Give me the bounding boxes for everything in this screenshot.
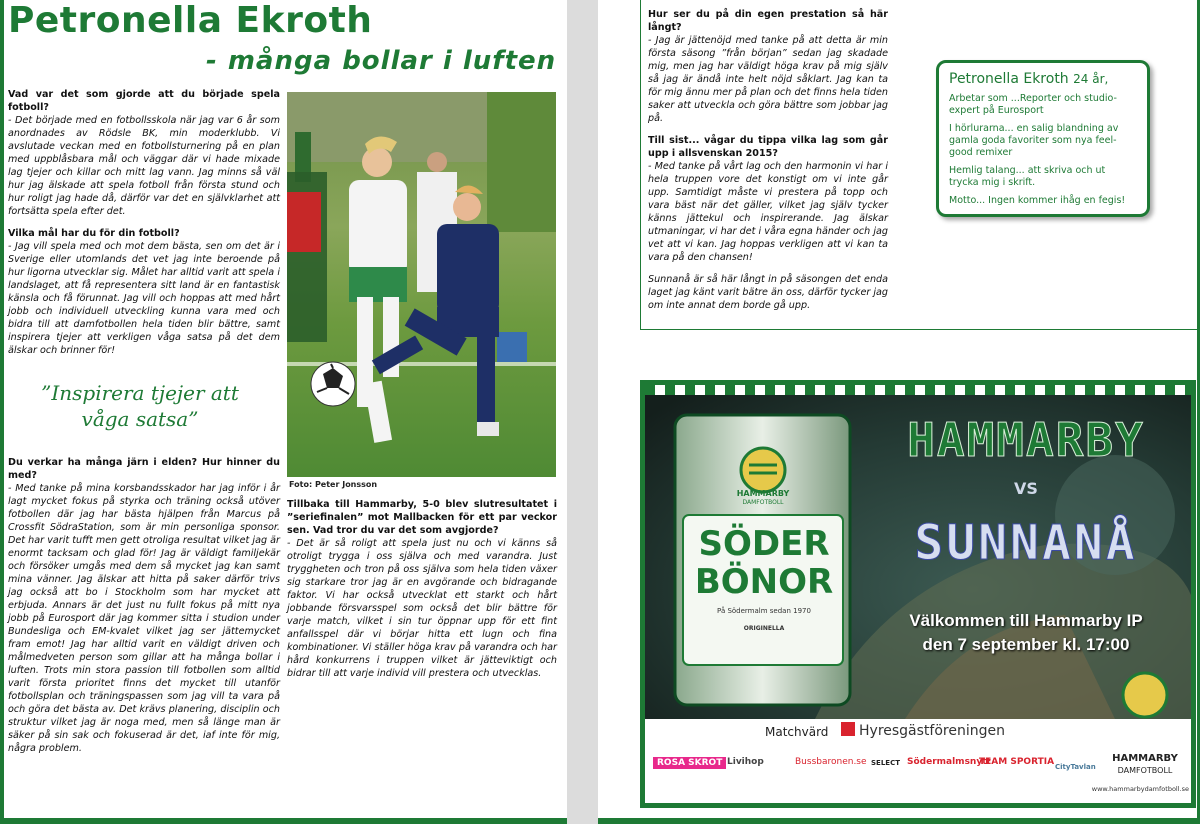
left-bottom-text [8,456,280,755]
hammarby-crest-icon [741,448,785,492]
answer: Sunnanå är så här långt in på säsongen det enda laget jag känt varit bätre än oss, därför tycker jag om inte annat dem borde gå upp. [648,274,888,311]
answer: - Jag är jättenöjd med tanke på att detta är min första säsong ”från början” sedan jag skadade mig, men jag har väldigt höga krav på mig själv så jag är ändå inte helt nöjd såklart. Jag kan ta för mig ännu mer på plan och det finns hela tiden saker att utveckla och göra bättre som jobbar jag på. [648,35,888,124]
hammarby-logo-name: HAMMARBY [1112,753,1178,764]
ad-welcome: Välkommen till Hammarby IP [909,611,1143,630]
can-top-label: HAMMARBY [736,489,790,498]
factbox-age: 24 år, [1073,72,1109,86]
matchhost-label: Matchvärd [765,725,829,739]
ad-team-home: HAMMARBY [907,413,1145,467]
pull-quote: ”Inspirera tjejer att våga satsa” [41,381,239,431]
players-illustration [287,92,556,477]
ad-date: den 7 september kl. 17:00 [922,635,1130,654]
question: Vilka mål har du för din fotboll? [8,228,180,239]
matchhost-name: Hyresgästföreningen [859,723,1005,739]
factbox-talent: Hemlig talang... att skriva och ut trycka mig i skrift. [949,165,1106,188]
sponsor-citytavlan: CityTavlan [1055,763,1096,771]
answer: - Med tanke på mina korsbandsskador har jag inför i år lagt mycket fokus på styrka och träning också utöver fotbollen där jag har bästa hjälpen från Marcus på Crossfit SödraStation, som är min personliga sponsor. Det har varit tufft men gett otroliga resultat vilket jag är enormt tacksam och glad för! Jag är väldigt familjekär och försöker umgås med dem så mycket jag kan samt mina vänner. Jag älskar att hitta på saker därför trivs jag också att bo i Stockholm som har mycket att erbjuda. Annars är det just nu fullt fokus på mitt nya jobb på Eurosport där jag kommer sitta i studion under Bundesliga och EM-kvalet vilket jag ser jättemycket fram emot! Jag har alltid varit en väldigt driven och målmedveten person som gillar att ha många bollar i luften. Trots min stora passion till fotbollen som alltid varit första prioritet finns det mycket till utanför fotbollsplan och träningspassen som jag vill ta vara på och göra det bästa av. Det krävs planering, disciplin och struktur vilket jag är noga med, men så länge man är säker på sin sak och fokuserad är det, iaf inte för mig, några problem. [8,483,280,754]
sponsor-livihop: Livihop [727,757,764,767]
photo-caption: Foto: Peter Jonsson [289,480,378,489]
left-page [0,0,568,824]
answer: - Med tanke på vårt lag och den harmonin vi har i hela truppen vore det konstigt om vi inte går upp. Samtidigt måste vi prestera på topp och vara bäst när det gäller, vilket jag själv tycker känns jättekul och inspirerande. Jag älskar utmaningar, vi har det i våra egna händer och jag vet att vi kan. Jag hoppas verkligen att vi kan ta vara på den chansen! [648,161,888,263]
sponsor-select: SELECT [871,759,900,767]
football-photo [287,92,556,477]
answer: - Det började med en fotbollsskola när jag var 6 år som anordnades av Rödsle BK, min moderklubb. Vi avslutade veckan med en fotbollsturnering på en plan med uppblåsbara mål och väggar där vi hade mixade lag tjejer och killar och mitt lag vann. Jag minns så väl hur jag älskade att spela fotboll från första stund och hur roligt jag hade då, därför var det en självklarhet att fortsätta spela efter det. [8,115,280,217]
page-bottom-bar [0,818,567,824]
question: Vad var det som gjorde att du började spela fotboll? [8,89,280,113]
sponsor-sodermalmsnytt: Södermalmsnytt [907,757,991,767]
can-tagline: På Södermalm sedan 1970 [717,607,811,615]
factbox-motto: Motto... Ingen kommer ihåg en fegis! [949,195,1126,206]
can-sub-label: DAMFOTBOLL [742,499,784,506]
ad-team-away: SUNNANÅ [914,515,1138,571]
middle-bottom-text [287,498,557,680]
hammarby-logo-icon [1123,673,1167,717]
page-bottom-bar [598,818,1200,824]
answer: - Det är så roligt att spela just nu och vi känns så otroligt trygga i oss själva och med varandra. Just tryggheten och tron på oss själva som hela tiden växer sig starkare tror jag är en avgörande och bidragande faktor. Vi har också utvecklat ett starkt och hårt jobbande försvarsspel som också det blir bättre för varje match, vilket i sin tur öppnar upp för ett fint anfallsspel där vi börjar hitta ett lugn och fina kombinationer. Vi ställer höga krav på varandra och har hård konkurrens i truppen vilket är jätteviktigt och bidrar till att varje individ vill prestera och utvecklas. [287,538,557,679]
factbox-music: I hörlurarna... en salig blandning av gamla goda favoriter som nya feel-good remixer [949,123,1119,158]
question: Du verkar ha många järn i elden? Hur hinner du med? [8,457,280,481]
left-column-text [8,88,280,357]
hammarby-logo-sub: DAMFOTBOLL [1117,766,1173,775]
article-subtitle: - många bollar i luften [206,46,557,76]
sponsor-team-sportia: TEAM SPORTIA [979,757,1055,767]
page-border-left [0,0,4,824]
page-gutter [567,0,598,824]
factbox-job: Arbetar som ...Reporter och studio-expert på Eurosport [949,93,1117,116]
article-title: Petronella Ekroth [8,0,373,41]
ad-stripe-border [645,385,1191,395]
answer: - Jag vill spela med och mot dem bästa, sen om det är i Sverige eller utomlands det vet jag inte beroende på hur ligorna utvecklar sig. Målet har alltid varit att spela i landslaget, att få representera sitt land är en fantastisk känsla och få förunnat. Jag vill och hoppas att med hårt jobb och individuell utveckling kunna vara med och bidra till att damfotbollen hela tiden blir bättre, samt inspirera tjejer att verkligen våga satsa på det dem älskar och brinner för! [8,241,280,356]
hyresgast-logo-icon [841,722,855,736]
question: Tillbaka till Hammarby, 5-0 blev slutresultatet i ”seriefinalen” mot Mallbacken för ett par veckor sen. Vad tror du var det som avgjorde? [287,499,557,536]
ad-versus: VS [1014,479,1038,498]
question: Till sist... vågar du tippa vilka lag som går upp i allsvenskan 2015? [648,135,888,159]
can-title-1: SÖDER [698,524,830,564]
sponsor-rosa-skrot: ROSA SKROT [653,757,726,769]
right-column-text [648,8,888,312]
sponsor-strip [645,719,1191,803]
ad-url: www.hammarbydamfotboll.se [1091,785,1189,793]
factbox-name-line [949,71,1137,87]
can-original: ORIGINELLA [743,625,785,632]
sponsor-bussbaronen: Bussbaronen.se [795,757,867,767]
fact-box [936,60,1150,217]
can-title-2: BÖNOR [694,562,834,602]
question: Hur ser du på din egen prestation så här långt? [648,9,888,33]
factbox-name: Petronella Ekroth [949,71,1069,87]
match-advertisement [640,380,1196,808]
